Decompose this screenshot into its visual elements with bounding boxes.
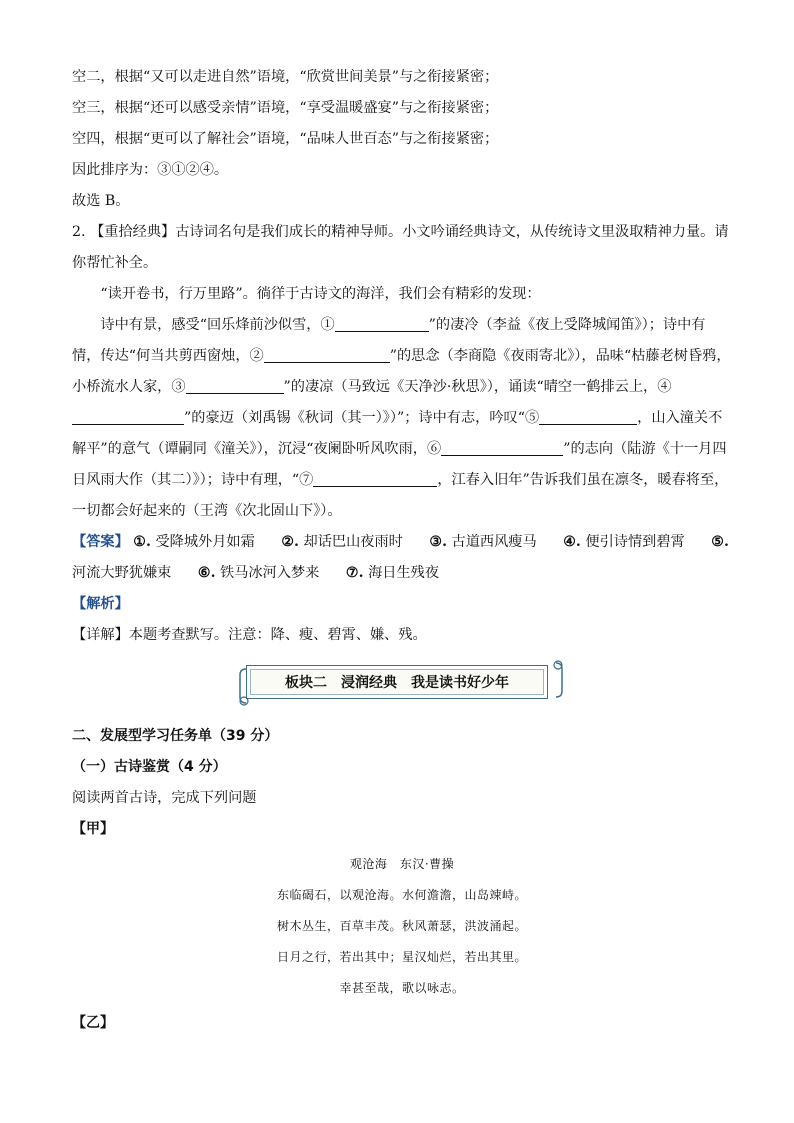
detail-line (72, 620, 732, 651)
poem-line: 日月之行，若出其中；星汉灿烂，若出其里。 (276, 950, 527, 964)
explanation-line-4: 因此排序为：③①②④。 (72, 162, 229, 178)
blank-6[interactable] (441, 440, 563, 456)
poem-b-label: 【乙】 (72, 1015, 114, 1031)
passage-segment-1: 诗中有景，感受“回乐烽前沙似雪，① (100, 317, 335, 333)
detail-text: 本题考查默写。注意：降、瘦、碧霄、嫌、残。 (128, 627, 427, 643)
question-number: 2. (72, 224, 86, 240)
blank-7[interactable] (313, 471, 437, 487)
question-intro-text: 古诗词名句是我们成长的精神导师。小文吟诵经典诗文，从传统诗文里汲取精神力量。请你帮忙补全。 (72, 224, 729, 271)
explanation-line-3: 空四，根据“更可以了解社会”语境，“品味人世百态”与之衔接紧密； (72, 131, 499, 147)
passage-segment-4: ”的凄凉（马致远《天净沙·秋思》），诵读“晴空一鹤排云上，④ (283, 379, 672, 395)
answer-item: ②. 却话巴山夜雨时 (281, 534, 403, 550)
blank-2[interactable] (264, 347, 390, 363)
passage-segment-5: ”的豪迈（刘禹锡《秋词（其一）》）”；诗中有志，吟叹“⑤ (184, 410, 540, 426)
answer-item: ①. 受降城外月如霜 (133, 534, 255, 550)
section-banner (72, 657, 732, 717)
answer-label: 【答案】 (72, 534, 129, 550)
poem-line: 树木丛生，百草丰茂。秋风萧瑟，洪波涌起。 (276, 919, 527, 933)
section-title: 二、发展型学习任务单（39 分） (72, 728, 279, 744)
poem-title: 观沧海 东汉·曹操 (349, 857, 455, 871)
blank-1[interactable] (335, 316, 429, 332)
explanation-line-5: 故选 B。 (72, 193, 130, 209)
answer-item: ④. 便引诗情到碧霄 (563, 534, 685, 550)
question-2-lead: “读开卷书，行万里路”。徜徉于古诗文的海洋，我们会有精彩的发现： (100, 286, 541, 302)
answer-item: ③. 古道西风瘦马 (429, 534, 537, 550)
detail-label: 【详解】 (72, 627, 129, 643)
answer-item: ⑥. 铁马冰河入梦来 (197, 565, 320, 581)
explanation-line-1: 空二，根据“又可以走进自然”语境，“欣赏世间美景”与之衔接紧密； (72, 69, 499, 85)
answer-item: ⑤. 河流大野犹嫌束 (72, 534, 729, 581)
banner-title: 板块二 浸润经典 我是读书好少年 (246, 665, 548, 699)
passage-segment-8: ，江春入旧年”告诉我们虽在凛冬，暖春将至，一切都会好起来的（王湾《次北固山下》）。 (72, 472, 729, 519)
blank-4[interactable] (72, 409, 184, 425)
explanation-line-2: 空三，根据“还可以感受亲情”语境，“享受温暖盛宴”与之衔接紧密； (72, 100, 499, 116)
analysis-label-line (72, 589, 732, 620)
question-2-intro (72, 217, 732, 279)
question-2-passage (72, 310, 732, 527)
answer-item: ⑦. 海日生残夜 (345, 565, 440, 581)
passage-segment-6: ，山入潼关不解平”的意气（谭嗣同《潼关》），沉浸“夜阑卧听风吹雨，⑥ (72, 410, 723, 457)
blank-5[interactable] (539, 409, 637, 425)
passage-segment-7: ”的志向（陆游《十一月四日风雨大作（其二）》）；诗中有理，“⑦ (72, 441, 727, 488)
poem-line: 幸甚至哉，歌以咏志。 (339, 981, 465, 995)
passage-segment-2: ”的凄冷（李益《夜上受降城闻笛》）；诗中有情，传达“何当共剪西窗烛，② (72, 317, 706, 364)
document-page (72, 62, 732, 1039)
poem-a-label: 【甲】 (72, 821, 114, 837)
section-subtitle: （一）古诗鉴赏（4 分） (72, 759, 227, 775)
analysis-label: 【解析】 (72, 596, 129, 612)
answer-block (72, 527, 732, 589)
section-instruction: 阅读两首古诗，完成下列问题 (72, 790, 257, 806)
question-tag: 【重拾经典】 (90, 224, 176, 240)
passage-segment-3: ”的思念（李商隐《夜雨寄北》），品味“枯藤老树昏鸦，小桥流水人家，③ (72, 348, 731, 395)
blank-3[interactable] (186, 378, 284, 394)
poem-line: 东临碣石，以观沧海。水何澹澹，山岛竦峙。 (276, 888, 527, 902)
